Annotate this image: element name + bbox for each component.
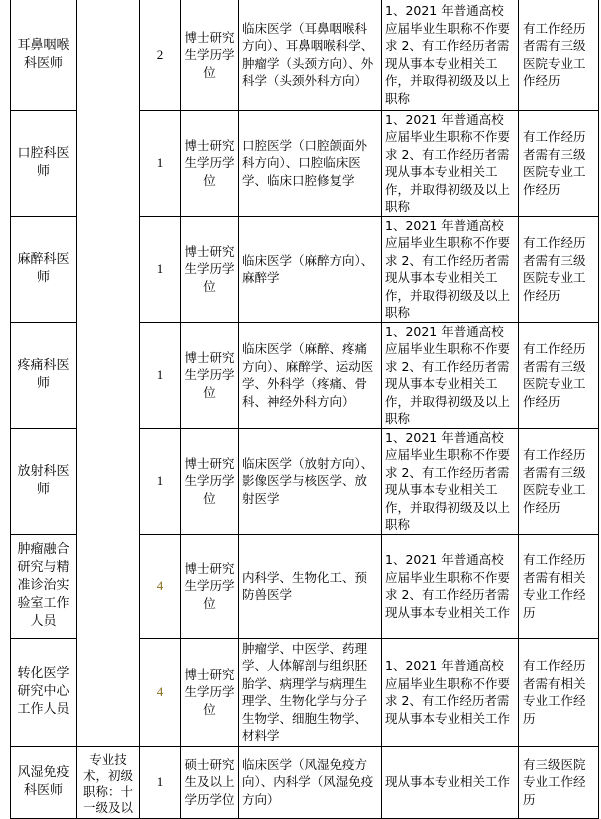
- degree-cell: 硕士研究生及以上学历学位: [181, 746, 239, 818]
- requirements-cell: 1、2021 年普通高校应届毕业生职称不作要求 2、有工作经历者需现从事本专业相关工作，并取得初级及以上职称: [382, 428, 519, 534]
- count-cell: 4: [140, 534, 181, 638]
- major-cell: 肿瘤学、中医学、药理学、人体解剖与组织胚胎学、病理学与病理生理学、生物化学与分子生物学、细胞生物学、材料学: [239, 638, 382, 746]
- position-cell: 口腔科医师: [11, 110, 77, 216]
- position-cell: 肿瘤融合研究与精准诊治实验室工作人员: [11, 534, 77, 638]
- position-cell: 转化医学研究中心工作人员: [11, 638, 77, 746]
- count-cell: 4: [140, 638, 181, 746]
- degree-cell: 博士研究生学历学位: [181, 428, 239, 534]
- table-row: [11, 0, 599, 110]
- position-cell: 放射科医师: [11, 428, 77, 534]
- experience-cell: 有工作经历者需有三级医院专业工作经历: [519, 428, 599, 534]
- position-cell: 疼痛科医师: [11, 322, 77, 428]
- count-cell: 1: [140, 746, 181, 818]
- count-cell: 2: [140, 0, 181, 110]
- major-cell: 临床医学（麻醉、疼痛方向）、麻醉学、运动医学、外科学（疼痛、骨科、神经外科方向）: [239, 322, 382, 428]
- count-cell: 1: [140, 216, 181, 322]
- major-cell: 口腔医学（口腔颌面外科方向）、口腔临床医学、临床口腔修复学: [239, 110, 382, 216]
- count-cell: 1: [140, 322, 181, 428]
- requirements-cell: 现从事本专业相关工作: [382, 746, 519, 818]
- major-cell: 临床医学（风湿免疫方向）、内科学（风湿免疫方向）: [239, 746, 382, 818]
- requirements-cell: 1、2021 年普通高校应届毕业生职称不作要求 2、有工作经历者需现从事本专业相关工作: [382, 534, 519, 638]
- major-cell: 临床医学（放射方向）、影像医学与核医学、放射医学: [239, 428, 382, 534]
- requirements-cell: 1、2021 年普通高校应届毕业生职称不作要求 2、有工作经历者需现从事本专业相关工作，并取得初级及以上职称: [382, 0, 519, 110]
- level-cell-empty: [77, 0, 140, 746]
- degree-cell: 博士研究生学历学位: [181, 534, 239, 638]
- experience-cell: 有工作经历者需有相关专业工作经历: [519, 534, 599, 638]
- requirements-cell: 1、2021 年普通高校应届毕业生职称不作要求 2、有工作经历者需现从事本专业相关工作，并取得初级及以上职称: [382, 110, 519, 216]
- experience-cell: 有三级医院专业工作经历: [519, 746, 599, 818]
- degree-cell: 博士研究生学历学位: [181, 216, 239, 322]
- experience-cell: 有工作经历者需有三级医院专业工作经历: [519, 110, 599, 216]
- count-cell: 1: [140, 110, 181, 216]
- experience-cell: 有工作经历者需有三级医院专业工作经历: [519, 216, 599, 322]
- position-cell: 麻醉科医师: [11, 216, 77, 322]
- requirements-cell: 1、2021 年普通高校应届毕业生职称不作要求 2、有工作经历者需现从事本专业相关工作，并取得初级及以上职称: [382, 322, 519, 428]
- requirements-cell: 1、2021 年普通高校应届毕业生职称不作要求 2、有工作经历者需现从事本专业相关工作，并取得初级及以上职称: [382, 216, 519, 322]
- degree-cell: 博士研究生学历学位: [181, 110, 239, 216]
- level-cell: 专业技术，初级职称：十一级及以: [77, 746, 140, 818]
- degree-cell: 博士研究生学历学位: [181, 0, 239, 110]
- position-cell: 风湿免疫科医师: [11, 746, 77, 818]
- position-cell: 耳鼻咽喉科医师: [11, 0, 77, 110]
- recruitment-table: [10, 0, 599, 819]
- experience-cell: 有工作经历者需有三级医院专业工作经历: [519, 0, 599, 110]
- degree-cell: 博士研究生学历学位: [181, 322, 239, 428]
- degree-cell: 博士研究生学历学位: [181, 638, 239, 746]
- table-row: [11, 746, 599, 818]
- major-cell: 临床医学（耳鼻咽喉科方向）、耳鼻咽喉科学、肿瘤学（头颈方向）、外科学（头颈外科方向）: [239, 0, 382, 110]
- count-cell: 1: [140, 428, 181, 534]
- major-cell: 临床医学（麻醉方向）、麻醉学: [239, 216, 382, 322]
- requirements-cell: 1、2021 年普通高校应届毕业生职称不作要求 2、有工作经历者需现从事本专业相关工作: [382, 638, 519, 746]
- experience-cell: 有工作经历者需有三级医院专业工作经历: [519, 322, 599, 428]
- major-cell: 内科学、生物化工、预防兽医学: [239, 534, 382, 638]
- experience-cell: 有工作经历者需有相关专业工作经历: [519, 638, 599, 746]
